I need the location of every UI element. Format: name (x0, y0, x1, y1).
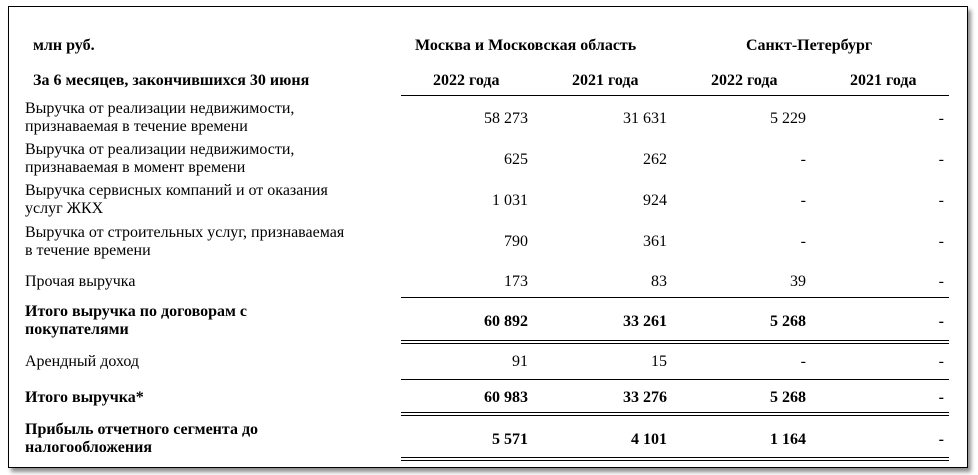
cell-value: 83 (651, 273, 667, 290)
row-label: Арендный доход (25, 353, 140, 370)
cell-value: 33 261 (623, 313, 667, 330)
total-rule (401, 379, 949, 380)
row-label: Прочая выручка (25, 273, 136, 290)
cell-value: 173 (504, 273, 528, 290)
double-rule-top (401, 412, 949, 413)
cell-value: 33 276 (623, 389, 667, 406)
cell-value: - (938, 192, 944, 209)
cell-value: - (938, 389, 944, 406)
double-rule-top (401, 340, 949, 341)
cell-value: 58 273 (484, 110, 528, 127)
region-spb-header: Санкт-Петербург (746, 37, 873, 54)
double-rule-bottom (401, 460, 949, 461)
row-label: покупателями (25, 321, 129, 338)
cell-value: 5 229 (770, 110, 806, 127)
cell-value: 31 631 (623, 110, 667, 127)
cell-value: - (938, 151, 944, 168)
row-label: Итого выручка по договорам с (25, 303, 247, 320)
cell-value: - (800, 353, 806, 370)
col-2021-moscow: 2021 года (572, 72, 639, 89)
row-label: Выручка от строительных услуг, признаваемая (25, 224, 345, 241)
units-label: млн руб. (33, 37, 95, 54)
double-rule-top (401, 457, 949, 458)
row-label: налогообложения (25, 439, 152, 456)
cell-value: - (938, 353, 944, 370)
col-2022-spb: 2022 года (711, 72, 778, 89)
col-2021-spb: 2021 года (850, 72, 917, 89)
row-label: в течение времени (25, 242, 151, 259)
cell-value: - (800, 233, 806, 250)
cell-value: 39 (790, 273, 806, 290)
cell-value: 924 (643, 192, 667, 209)
cell-value: 4 101 (631, 431, 667, 448)
row-label: Прибыль отчетного сегмента до (25, 421, 259, 438)
cell-value: 1 164 (770, 431, 806, 448)
row-label: признаваемая в момент времени (25, 159, 246, 176)
cell-value: - (938, 110, 944, 127)
cell-value: 5 571 (492, 431, 528, 448)
row-label: Выручка сервисных компаний и от оказания (25, 182, 328, 199)
cell-value: 625 (504, 151, 528, 168)
cell-value: 262 (643, 151, 667, 168)
row-label: Выручка от реализации недвижимости, (25, 100, 295, 117)
cell-value: - (938, 313, 944, 330)
subtotal-rule (401, 297, 949, 298)
col-2022-moscow: 2022 года (433, 72, 500, 89)
double-rule-bottom (401, 415, 949, 416)
row-label: признаваемая в течение времени (25, 118, 248, 135)
row-label: услуг ЖКХ (25, 200, 104, 217)
cell-value: 5 268 (770, 389, 806, 406)
row-label: Выручка от реализации недвижимости, (25, 141, 295, 158)
cell-value: - (800, 151, 806, 168)
cell-value: 91 (512, 353, 528, 370)
cell-value: 361 (643, 233, 667, 250)
double-rule-bottom (401, 343, 949, 344)
region-moscow-header: Москва и Московская область (415, 37, 637, 54)
period-label: За 6 месяцев, закончившихся 30 июня (33, 72, 310, 89)
header-rule (401, 95, 949, 96)
row-label: Итого выручка* (25, 389, 144, 406)
cell-value: - (938, 233, 944, 250)
cell-value: 15 (651, 353, 667, 370)
cell-value: 790 (504, 233, 528, 250)
cell-value: 60 983 (484, 389, 528, 406)
cell-value: - (938, 431, 944, 448)
cell-value: 60 892 (484, 313, 528, 330)
cell-value: - (800, 192, 806, 209)
cell-value: 1 031 (492, 192, 528, 209)
cell-value: - (938, 273, 944, 290)
cell-value: 5 268 (770, 313, 806, 330)
